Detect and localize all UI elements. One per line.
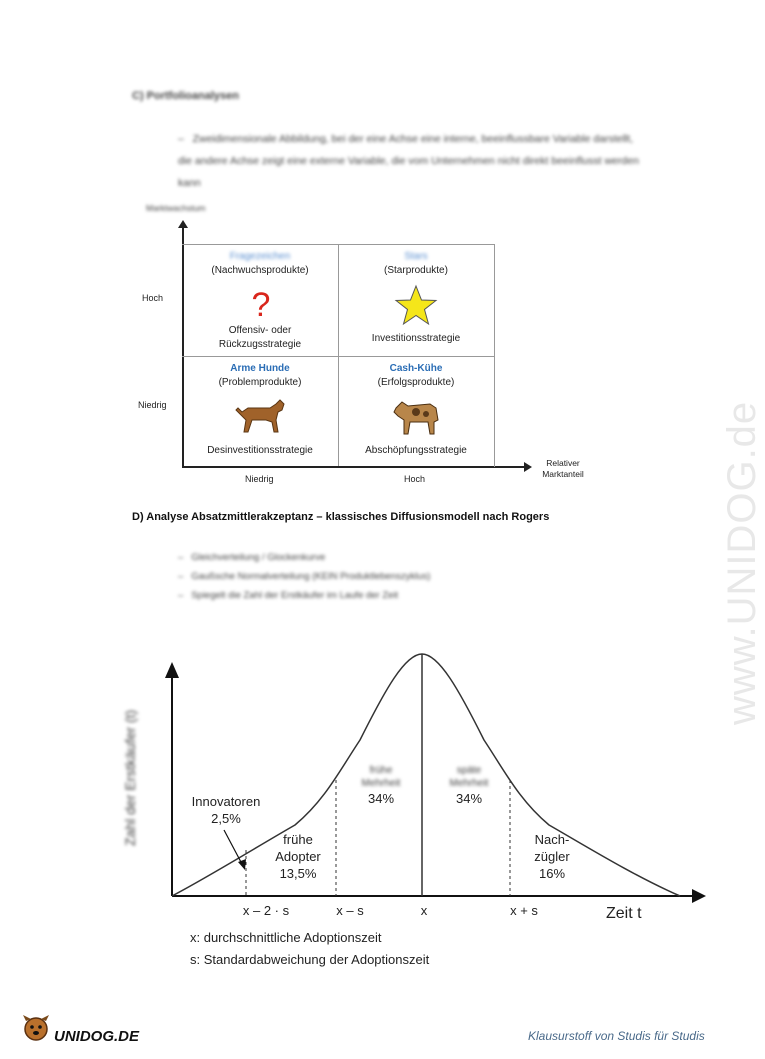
quadrant-strategy [182, 444, 338, 458]
quadrant-title: Fragezeichen [229, 251, 291, 262]
segment-innovators [176, 793, 276, 827]
quadrant-strategy [182, 324, 338, 352]
quadrant-subtitle: (Erfolgsprodukte) [377, 377, 455, 388]
legend-mean: x: durchschnittliche Adoptionszeit [190, 930, 382, 945]
section-c-bullet [178, 128, 648, 194]
quadrant-subtitle: (Nachwuchsprodukte) [211, 265, 309, 276]
quadrant-question-marks [182, 250, 338, 278]
strategy-line: Investitionsstrategie [371, 333, 461, 344]
bcg-x-axis-label [528, 458, 598, 480]
tick-label: x [420, 903, 428, 918]
segment-name: Innovatoren [191, 794, 261, 809]
bcg-x-high-label: Hoch [404, 474, 426, 484]
logo-text: UNIDOG.DE [54, 1028, 140, 1045]
y-axis-arrow-icon [165, 662, 179, 678]
pointer-line [224, 830, 242, 864]
star-icon [393, 284, 439, 333]
quadrant-stars [338, 250, 494, 278]
diffusion-y-axis-label: Zahl der Erstkäufer (t) [122, 709, 138, 846]
section-c-bullet-text: Zweidimensionale Abbildung, bei der eine Achse eine interne, beeinflussbare Variable darstellt, die andere Achse zeigt eine externe Variable, die vom Unternehmen nicht direkt beeinflusst werden kann [178, 133, 639, 189]
bullet-dot: – [178, 133, 193, 145]
tick-label: x + s [510, 903, 538, 918]
legend-stddev: s: Standardabweichung der Adoptionszeit [190, 952, 430, 967]
footer-tagline: Klausurstoff von Studis für Studis [528, 1029, 705, 1043]
pointer-arrow-icon [238, 859, 246, 870]
quadrant-title: Arme Hunde [230, 363, 290, 374]
segment-pct: 34% [455, 791, 483, 806]
axis-label-line: Relativer [546, 458, 580, 468]
bcg-y-low-label: Niedrig [138, 400, 167, 410]
list-item-text: Gleichverteilung / Glockenkurve [191, 552, 326, 563]
quadrant-title: Stars [404, 251, 428, 262]
question-mark-icon [248, 286, 274, 327]
segment-pct: 13,5% [279, 866, 317, 881]
quadrant-strategy [338, 332, 494, 346]
segment-early-majority: frühe Mehrheit 34% [338, 764, 424, 807]
segment-pct: 34% [367, 791, 395, 806]
segment-pct: 16% [538, 866, 566, 881]
list-item-text: Gaußsche Normalverteilung (KEIN Produktlebenszyklus) [191, 571, 431, 582]
segment-late-majority: späte Mehrheit 34% [426, 764, 512, 807]
quadrant-title: Cash-Kühe [389, 363, 443, 374]
quadrant-poor-dogs [182, 362, 338, 390]
strategy-line: Offensiv- oder [228, 325, 292, 336]
cow-icon [392, 396, 442, 441]
tick-label: x – 2 · s [242, 903, 290, 918]
quadrant-subtitle: (Problemprodukte) [218, 377, 302, 388]
watermark: www.UNIDOG.de [720, 400, 764, 725]
unidog-logo [20, 1013, 150, 1054]
section-c-heading: C) Portfolioanalysen [132, 90, 239, 102]
diffusion-x-axis-label: Zeit t [606, 905, 642, 922]
list-item: – Spiegelt die Zahl der Erstkäufer im Laufe der Zeit [178, 590, 399, 601]
quadrant-strategy [338, 444, 494, 458]
svg-text:?: ? [251, 286, 271, 324]
quadrant-subtitle: (Starprodukte) [384, 265, 448, 276]
segment-laggards: Nach- zügler 16% [512, 831, 592, 882]
bcg-x-low-label: Niedrig [245, 474, 274, 484]
bcg-y-high-label: Hoch [142, 293, 164, 303]
tick-label: x – s [336, 903, 364, 918]
strategy-line: Desinvestitionsstrategie [207, 445, 313, 456]
list-item-text: Spiegelt die Zahl der Erstkäufer im Laufe der Zeit [191, 590, 399, 601]
x-axis-arrow-icon [692, 889, 706, 903]
strategy-line: Abschöpfungsstrategie [365, 445, 467, 456]
section-d-heading: D) Analyse Absatzmittlerakzeptanz – klassisches Diffusionsmodell nach Rogers [132, 511, 550, 523]
dog-icon [234, 398, 286, 439]
axis-label-line: Marktanteil [542, 469, 584, 479]
strategy-line: Rückzugsstrategie [218, 339, 302, 350]
list-item: – Gaußsche Normalverteilung (KEIN Produktlebenszyklus) [178, 571, 431, 582]
bcg-y-axis-label: Marktwachstum [146, 203, 206, 213]
section-d-bullets [178, 548, 430, 605]
bcg-divider-horizontal [182, 356, 494, 357]
quadrant-cash-cows [338, 362, 494, 390]
list-item: – Gleichverteilung / Glockenkurve [178, 552, 326, 563]
segment-pct: 2,5% [211, 811, 241, 826]
segment-early-adopters: frühe Adopter 13,5% [258, 831, 338, 882]
